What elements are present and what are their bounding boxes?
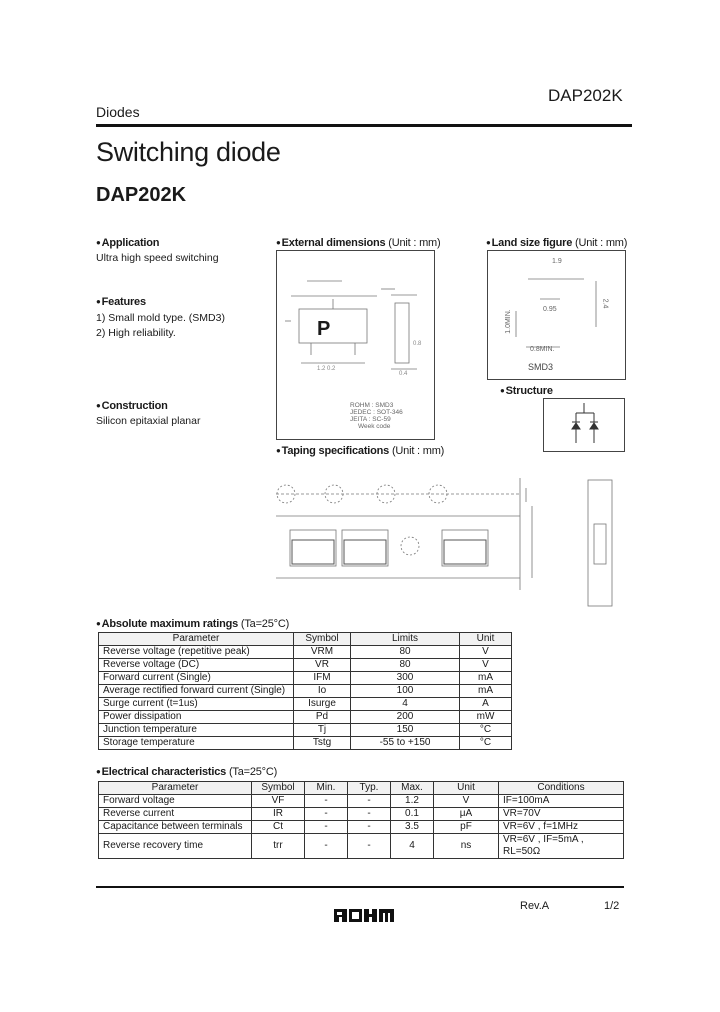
marking-letter: P	[317, 318, 331, 340]
cell-symbol: Pd	[294, 711, 351, 724]
cell-typ: -	[348, 821, 391, 834]
cell-max: 3.5	[391, 821, 434, 834]
revision-label: Rev.A	[520, 900, 550, 912]
package-code-rohm: ROHM : SMD3	[350, 402, 394, 409]
cell-limit: 300	[351, 672, 460, 685]
page-number: 1/2	[604, 900, 620, 912]
cell-parameter: Reverse voltage (repetitive peak)	[99, 646, 294, 659]
col-parameter: Parameter	[99, 782, 252, 795]
col-conditions: Conditions	[499, 782, 624, 795]
table-row	[99, 646, 512, 659]
table-row	[99, 821, 624, 834]
cell-limit: 4	[351, 698, 460, 711]
construction-text: Silicon epitaxial planar	[96, 415, 201, 427]
table-row	[99, 795, 624, 808]
header-rule	[96, 124, 632, 127]
cell-unit: A	[460, 698, 512, 711]
electrical-table	[98, 781, 624, 859]
rohm-logo	[333, 906, 395, 924]
cell-parameter: Forward current (Single)	[99, 672, 294, 685]
cell-unit: °C	[460, 724, 512, 737]
land-dim-left: 1.0MIN.	[504, 309, 512, 334]
feature-item: 2) High reliability.	[96, 327, 176, 339]
cell-min: -	[305, 834, 348, 859]
cell-symbol: IFM	[294, 672, 351, 685]
diode-structure-symbol	[544, 399, 624, 451]
cell-unit: mA	[460, 685, 512, 698]
table-header-row	[99, 782, 624, 795]
structure-heading: ● Structure	[500, 385, 553, 397]
cell-limit: 200	[351, 711, 460, 724]
col-symbol: Symbol	[252, 782, 305, 795]
construction-heading: ● Construction	[96, 400, 168, 412]
cell-conditions: VR=70V	[499, 808, 624, 821]
cell-min: -	[305, 795, 348, 808]
col-min: Min.	[305, 782, 348, 795]
table-row	[99, 698, 512, 711]
table-row	[99, 659, 512, 672]
cell-parameter: Reverse current	[99, 808, 252, 821]
cell-limit: 100	[351, 685, 460, 698]
col-parameter: Parameter	[99, 633, 294, 646]
land-package-label: SMD3	[528, 362, 554, 372]
land-dim-bottom: 0.8MIN.	[530, 346, 555, 353]
cell-unit: V	[460, 646, 512, 659]
svg-text:0.4: 0.4	[399, 371, 408, 377]
cell-parameter: Junction temperature	[99, 724, 294, 737]
package-code-jeita: JEITA : SC-59	[350, 416, 391, 423]
cell-unit: pF	[434, 821, 499, 834]
cell-conditions: VR=6V , f=1MHz	[499, 821, 624, 834]
cell-typ: -	[348, 808, 391, 821]
table-row	[99, 685, 512, 698]
cell-symbol: Isurge	[294, 698, 351, 711]
structure-box	[543, 398, 625, 452]
table-row	[99, 737, 512, 750]
page-title: Switching diode	[96, 137, 281, 167]
cell-conditions: IF=100mA	[499, 795, 624, 808]
land-size-heading: ● Land size figure (Unit : mm)	[486, 237, 627, 249]
cell-parameter: Average rectified forward current (Single)	[99, 685, 294, 698]
cell-max: 1.2	[391, 795, 434, 808]
cell-symbol: VR	[294, 659, 351, 672]
cell-parameter: Surge current (t=1us)	[99, 698, 294, 711]
table-row	[99, 808, 624, 821]
table-row	[99, 834, 624, 859]
application-text: Ultra high speed switching	[96, 252, 219, 264]
col-unit: Unit	[460, 633, 512, 646]
cell-parameter: Capacitance between terminals	[99, 821, 252, 834]
table-header-row	[99, 633, 512, 646]
cell-unit: mW	[460, 711, 512, 724]
cell-min: -	[305, 808, 348, 821]
taping-box	[262, 458, 624, 610]
col-typ: Typ.	[348, 782, 391, 795]
electrical-heading: ● Electrical characteristics (Ta=25°C)	[96, 766, 277, 778]
part-number-top: DAP202K	[548, 86, 623, 105]
taping-drawing	[262, 458, 624, 610]
svg-text:1.2 0.2: 1.2 0.2	[317, 366, 336, 372]
table-row	[99, 672, 512, 685]
col-unit: Unit	[434, 782, 499, 795]
external-dimensions-heading: ● External dimensions (Unit : mm)	[276, 237, 440, 249]
land-dim-right: 2.4	[601, 298, 609, 309]
cell-symbol: trr	[252, 834, 305, 859]
abs-max-table	[98, 632, 512, 750]
cell-symbol: Io	[294, 685, 351, 698]
cell-symbol: IR	[252, 808, 305, 821]
cell-unit: V	[434, 795, 499, 808]
cell-unit: °C	[460, 737, 512, 750]
features-heading: ● Features	[96, 296, 146, 308]
cell-parameter: Power dissipation	[99, 711, 294, 724]
footer-rule	[96, 886, 624, 888]
part-number: DAP202K	[96, 184, 187, 206]
col-limits: Limits	[351, 633, 460, 646]
col-symbol: Symbol	[294, 633, 351, 646]
package-code-jedec: JEDEC : SOT-346	[350, 409, 403, 416]
taping-heading: ● Taping specifications (Unit : mm)	[276, 445, 444, 457]
cell-typ: -	[348, 834, 391, 859]
col-max: Max.	[391, 782, 434, 795]
cell-symbol: VF	[252, 795, 305, 808]
svg-text:0.8: 0.8	[413, 341, 422, 347]
cell-symbol: Tj	[294, 724, 351, 737]
cell-symbol: VRM	[294, 646, 351, 659]
abs-max-heading: ● Absolute maximum ratings (Ta=25°C)	[96, 618, 289, 630]
application-heading: ● Application	[96, 237, 159, 249]
cell-parameter: Forward voltage	[99, 795, 252, 808]
cell-symbol: Tstg	[294, 737, 351, 750]
rohm-logo-mark	[333, 906, 395, 924]
cell-unit: mA	[460, 672, 512, 685]
week-code-label: Week code	[358, 423, 391, 430]
cell-unit: ns	[434, 834, 499, 859]
category-label: Diodes	[96, 104, 140, 120]
feature-item: 1) Small mold type. (SMD3)	[96, 312, 225, 324]
cell-parameter: Reverse recovery time	[99, 834, 252, 859]
cell-limit: -55 to +150	[351, 737, 460, 750]
cell-parameter: Storage temperature	[99, 737, 294, 750]
cell-unit: V	[460, 659, 512, 672]
table-row	[99, 711, 512, 724]
land-dim-top: 1.9	[552, 258, 562, 265]
cell-max: 4	[391, 834, 434, 859]
cell-limit: 80	[351, 646, 460, 659]
cell-typ: -	[348, 795, 391, 808]
cell-symbol: Ct	[252, 821, 305, 834]
cell-limit: 80	[351, 659, 460, 672]
cell-max: 0.1	[391, 808, 434, 821]
cell-limit: 150	[351, 724, 460, 737]
package-codes	[350, 402, 403, 430]
cell-unit: μA	[434, 808, 499, 821]
cell-min: -	[305, 821, 348, 834]
cell-parameter: Reverse voltage (DC)	[99, 659, 294, 672]
cell-conditions: VR=6V , IF=5mA , RL=50Ω	[499, 834, 624, 859]
table-row	[99, 724, 512, 737]
land-dim-mid: 0.95	[543, 306, 557, 313]
